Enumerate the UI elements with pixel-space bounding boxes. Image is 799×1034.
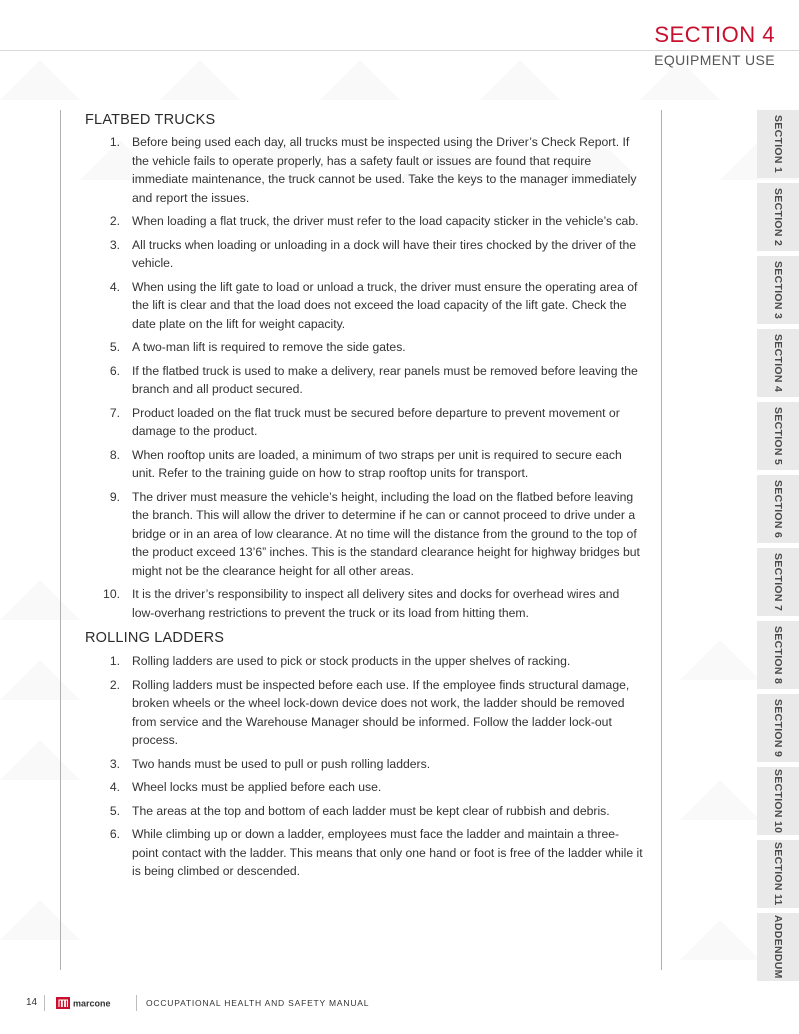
list-item xyxy=(85,338,643,357)
tab-section-11[interactable] xyxy=(757,840,799,908)
tab-section-9[interactable] xyxy=(757,694,799,762)
tab-section-2[interactable] xyxy=(757,183,799,251)
flatbed-trucks-heading: FLATBED TRUCKS xyxy=(85,112,216,128)
footer-divider xyxy=(136,995,137,1011)
tab-section-8[interactable] xyxy=(757,621,799,689)
item-number: 10. xyxy=(103,587,120,601)
list-item xyxy=(85,755,643,774)
list-item xyxy=(85,652,643,671)
tab-section-3[interactable] xyxy=(757,256,799,324)
item-text: While climbing up or down a ladder, employees must face the ladder and maintain a three-point contact with the ladder. This means that only one hand or foot is free of the ladder while it is being climbed or descended. xyxy=(132,827,643,878)
list-item xyxy=(85,362,643,399)
tab-label: SECTION 1 xyxy=(772,114,784,174)
page-number: 14 xyxy=(26,997,38,1008)
item-text: If the flatbed truck is used to make a delivery, rear panels must be removed before leaving the branch and all product secured. xyxy=(132,363,638,396)
section-title: SECTION 4 xyxy=(654,22,775,47)
list-item xyxy=(85,802,643,821)
item-number: 6. xyxy=(109,363,120,378)
brand-wordmark: marcone xyxy=(73,998,111,1009)
tab-addendum[interactable] xyxy=(757,913,799,981)
tab-section-6[interactable] xyxy=(757,475,799,543)
list-item xyxy=(85,133,643,207)
tab-label: SECTION 9 xyxy=(772,698,784,758)
item-number: 4. xyxy=(109,279,120,294)
flatbed-trucks-list xyxy=(85,133,643,622)
list-item xyxy=(85,446,643,483)
list-item xyxy=(85,212,643,231)
tab-section-4[interactable] xyxy=(757,329,799,397)
tab-label: SECTION 10 xyxy=(772,768,784,834)
rolling-ladders-heading: ROLLING LADDERS xyxy=(85,630,225,646)
tab-label: SECTION 7 xyxy=(772,552,784,612)
list-item xyxy=(85,404,643,441)
tab-label: SECTION 8 xyxy=(772,625,784,685)
list-item xyxy=(85,676,643,750)
item-number: 7. xyxy=(109,405,120,420)
header-divider xyxy=(0,50,799,51)
manual-title: OCCUPATIONAL HEALTH AND SAFETY MANUAL xyxy=(146,998,370,1008)
item-text: Product loaded on the flat truck must be secured before departure to prevent movement or damage to the product. xyxy=(132,405,620,438)
list-item xyxy=(85,236,643,273)
item-number: 2. xyxy=(109,677,120,692)
rolling-ladders-list xyxy=(85,652,643,881)
footer-divider xyxy=(44,995,45,1011)
item-text: The areas at the top and bottom of each ladder must be kept clear of rubbish and debris. xyxy=(132,803,610,818)
marcone-logo xyxy=(56,996,126,1010)
tab-label: SECTION 5 xyxy=(772,406,784,466)
tab-section-7[interactable] xyxy=(757,548,799,616)
list-item xyxy=(85,825,643,881)
item-number: 5. xyxy=(109,340,120,354)
item-text: Two hands must be used to pull or push rolling ladders. xyxy=(132,756,431,771)
section-subtitle: EQUIPMENT USE xyxy=(654,52,775,68)
item-number: 3. xyxy=(109,756,120,771)
item-number: 5. xyxy=(109,803,120,818)
item-text: When using the lift gate to load or unload a truck, the driver must ensure the operating area of the lift is clear and that the load does not exceed the load capacity of the lift gate. Check the date plate on the lift for weight capacity. xyxy=(132,279,638,331)
item-text: When rooftop units are loaded, a minimum of two straps per unit is required to secure each unit. Refer to the training guide on how to strap rooftop units for transport. xyxy=(132,447,622,480)
tab-section-10[interactable] xyxy=(757,767,799,835)
item-text: All trucks when loading or unloading in a dock will have their tires chocked by the driver of the vehicle. xyxy=(132,237,637,270)
item-number: 2. xyxy=(109,214,120,228)
item-number: 1. xyxy=(109,135,120,149)
tab-label: SECTION 4 xyxy=(772,333,784,393)
main-content xyxy=(60,110,662,970)
item-number: 4. xyxy=(109,780,120,794)
tab-section-1[interactable] xyxy=(757,110,799,178)
tab-label: SECTION 11 xyxy=(772,842,784,906)
tab-label: SECTION 3 xyxy=(772,260,784,320)
item-number: 9. xyxy=(109,489,120,504)
item-text: When loading a flat truck, the driver must refer to the load capacity sticker in the vehicle’s cab. xyxy=(132,214,639,228)
item-number: 6. xyxy=(109,827,120,841)
item-number: 3. xyxy=(109,237,120,252)
tab-label: SECTION 6 xyxy=(772,479,784,539)
item-number: 1. xyxy=(109,654,120,668)
list-item xyxy=(85,585,643,622)
item-text: The driver must measure the vehicle’s height, including the load on the flatbed before leaving the branch. This will allow the driver to determine if he can or cannot proceed to drive under a bridge or in an area of low clearance. At no time will the distance from the ground to the top of the product exceed 13’6” inches. This is the standard clearance height for highway bridges but might not be the clearance height for all other areas. xyxy=(132,489,640,578)
item-text: Before being used each day, all trucks must be inspected using the Driver’s Check Report. If the vehicle fails to operate properly, has a safety fault or issues are found that require immediate maintenance, the truck cannot be used. Take the keys to the manager immediately and report the issues. xyxy=(132,135,637,205)
item-text: Rolling ladders must be inspected before each use. If the employee finds structural damage, broken wheels or the wheel lock-down device does not work, the ladder should be removed from service and the Warehouse Manager should be informed. Follow the ladder lock-out process. xyxy=(132,677,630,747)
tab-label: ADDENDUM xyxy=(772,915,784,979)
tab-section-5[interactable] xyxy=(757,402,799,470)
item-text: It is the driver’s responsibility to inspect all delivery sites and docks for overhead wires and low-overhang restrictions to prevent the truck or its load from hitting them. xyxy=(132,587,620,620)
item-text: Rolling ladders are used to pick or stock products in the upper shelves of racking. xyxy=(132,654,571,668)
list-item xyxy=(85,278,643,334)
tab-label: SECTION 2 xyxy=(772,187,784,247)
item-text: Wheel locks must be applied before each use. xyxy=(132,780,382,794)
list-item xyxy=(85,488,643,581)
section-tabs xyxy=(757,110,799,986)
list-item xyxy=(85,778,643,797)
page-footer xyxy=(0,993,799,1017)
item-number: 8. xyxy=(109,447,120,462)
item-text: A two-man lift is required to remove the side gates. xyxy=(132,340,406,354)
